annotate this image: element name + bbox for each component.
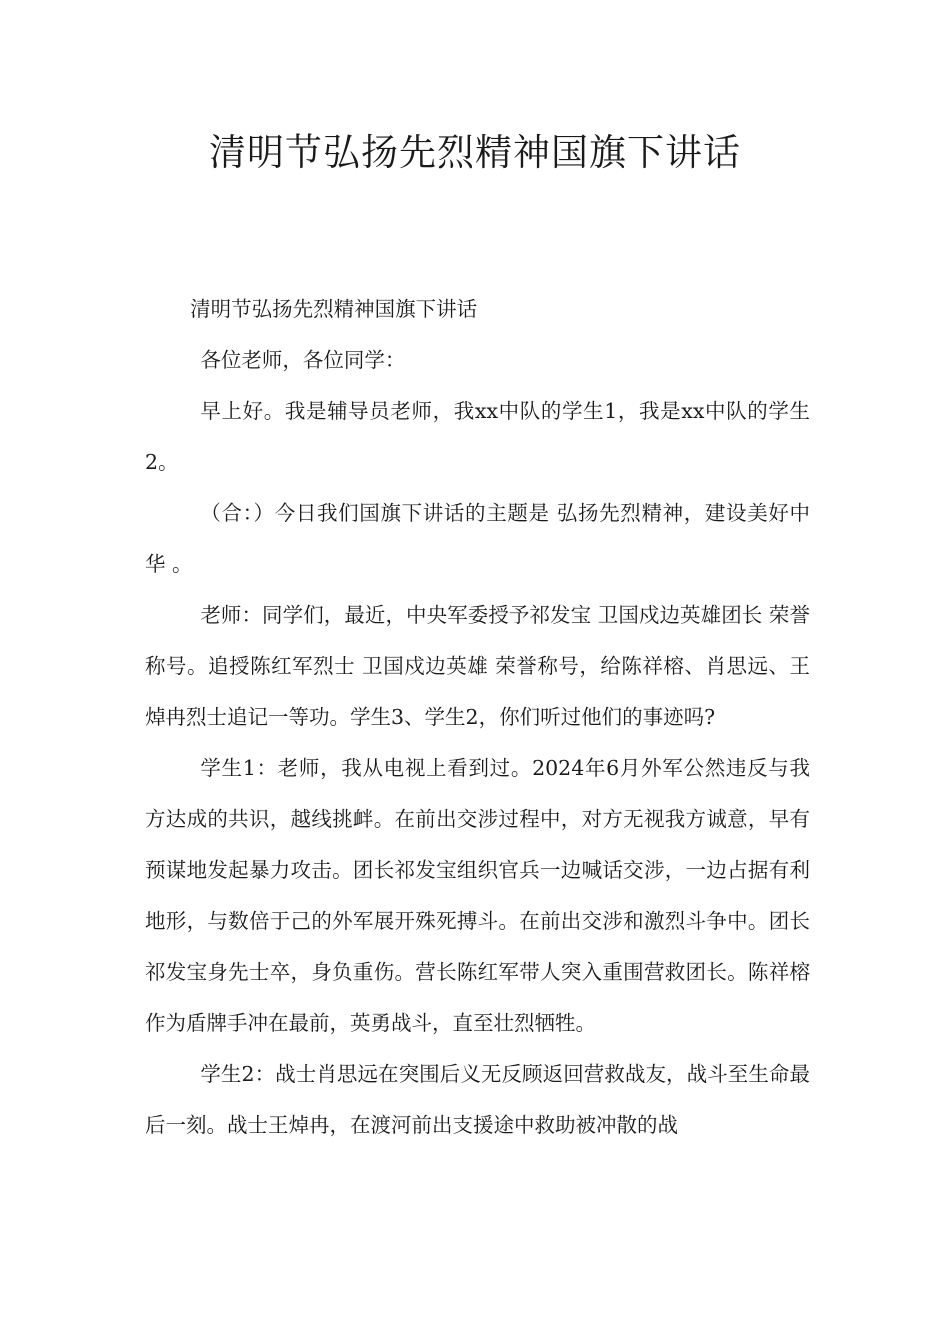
paragraph-greeting: 各位老师，各位同学：: [200, 348, 406, 372]
paragraph-theme: （合：）今日我们国旗下讲话的主题是 弘扬先烈精神，建设美好中华 。: [145, 501, 810, 576]
paragraph-introduction: 早上好。我是辅导员老师，我xx中队的学生1，我是xx中队的学生2。: [145, 399, 810, 474]
paragraph-student-2: 学生2：战士肖思远在突围后义无反顾返回营救战友，战斗至生命最后一刻。战士王焯冉，在渡河前出支援途中救助被冲散的战: [145, 1062, 810, 1137]
paragraph-student-1: 学生1：老师，我从电视上看到过。2024年6月外军公然违反与我方达成的共识，越线挑衅。在前出交涉过程中，对方无视我方诚意，早有预谋地发起暴力攻击。团长祁发宝组织官兵一边喊话交涉，一边占据有利地形，与数倍于己的外军展开殊死搏斗。在前出交涉和激烈斗争中。团长祁发宝身先士卒，身负重伤。营长陈红军带人突入重围营救团长。陈祥榕作为盾牌手冲在最前，英勇战斗，直至壮烈牺牲。: [145, 756, 810, 1035]
paragraph-teacher: 老师：同学们，最近，中央军委授予祁发宝 卫国戍边英雄团长 荣誉称号。追授陈红军烈士 卫国戍边英雄 荣誉称号，给陈祥榕、肖思远、王焯冉烈士追记一等功。学生3、学生2，你们听过他们的事迹吗?: [145, 603, 810, 729]
paragraph-subtitle: 清明节弘扬先烈精神国旗下讲话: [190, 297, 478, 321]
document-title: 清明节弘扬先烈精神国旗下讲话: [209, 131, 741, 174]
document-body: [145, 284, 810, 1151]
